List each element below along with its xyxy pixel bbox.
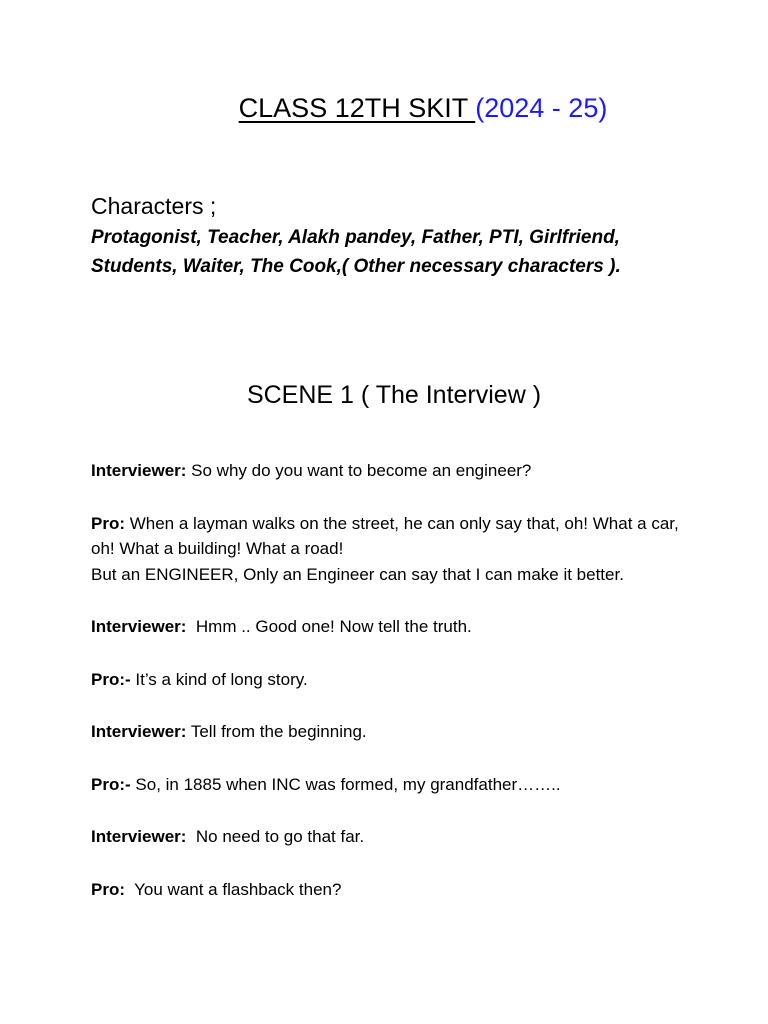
title-main: CLASS 12TH SKIT	[238, 93, 476, 123]
dialogue-section	[91, 458, 691, 929]
characters-section	[91, 191, 691, 281]
characters-list: Protagonist, Teacher, Alakh pandey, Father, PTI, Girlfriend, Students, Waiter, The Cook,( Other necessary characters ).	[91, 227, 621, 277]
speaker-label: Interviewer:	[91, 722, 187, 741]
dialogue-text: So why do you want to become an engineer?	[186, 461, 532, 480]
characters-heading: Characters ;	[91, 193, 217, 219]
speaker-label: Pro:	[91, 513, 125, 533]
dialogue-text-continued: But an ENGINEER, Only an Engineer can say that I can make it better.	[91, 564, 624, 584]
dialogue-text: Tell from the beginning.	[186, 722, 367, 741]
dialogue-line	[91, 667, 691, 693]
dialogue-line	[91, 719, 691, 745]
dialogue-text: No need to go that far.	[186, 827, 365, 846]
speaker-label: Pro:-	[91, 774, 131, 794]
speaker-label: Interviewer:	[91, 827, 187, 846]
dialogue-line	[91, 877, 691, 903]
speaker-label: Pro:-	[91, 669, 131, 689]
dialogue-text: When a layman walks on the street, he can only say that, oh! What a car, oh! What a building! What a road!	[91, 513, 679, 558]
dialogue-text: It’s a kind of long story.	[130, 669, 308, 689]
dialogue-line	[91, 458, 691, 484]
dialogue-line	[91, 614, 691, 640]
dialogue-text: So, in 1885 when INC was formed, my grandfather……..	[130, 774, 561, 794]
scene-title: SCENE 1 ( The Interview )	[246, 381, 542, 409]
speaker-label: Interviewer:	[91, 617, 187, 636]
title-year: (2024 - 25)	[475, 93, 608, 123]
dialogue-line	[91, 772, 691, 798]
dialogue-line	[91, 511, 691, 588]
document-title	[0, 93, 768, 124]
dialogue-text: Hmm .. Good one! Now tell the truth.	[186, 617, 472, 636]
dialogue-line	[91, 824, 691, 850]
speaker-label: Interviewer:	[91, 461, 187, 480]
speaker-label: Pro:	[91, 879, 125, 899]
dialogue-text: You want a flashback then?	[125, 879, 342, 899]
